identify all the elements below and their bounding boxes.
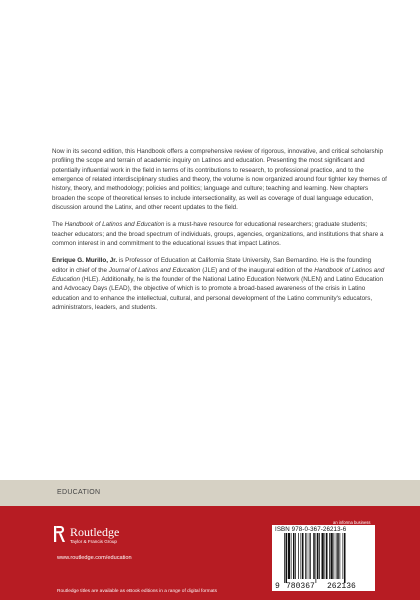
barcode-bar bbox=[295, 533, 296, 579]
blurb-paragraph-description: Now in its second edition, this Handbook offers a comprehensive review of rigorous, innovative, and critical scholarship profiling the scope and terrain of academic inquiry on Latinos and education. Presenting the most significant and potentially influential work in the field in terms of its contributions to research, to professional practice, and to the emergence of related interdisciplinary studies and theory, the volume is now organized around four tighter key themes of history, theory, and methodology; policies and politics; language and culture; teaching and learning. New chapters broaden the scope of theoretical lenses to include intersectionality, as well as coverage of dual language education, discussion around the Latinx, and other recent updates to the field. bbox=[52, 148, 387, 212]
ebook-note: Routledge titles are available as eBook editions in a range of digital formats bbox=[57, 589, 217, 594]
author-bio: Enrique G. Murillo, Jr. is Professor of Education at California State University, San Bernardino. He is the founding editor in chief of the Journal of Latinos and Education (JLE) and of the inaugural edition of the Handbook of Latinos and Education (HLE). Additionally, he is the founder of the National Latino Education Network (NLEN) and Latino Education and Advocacy Days (LEAD), the objective of which is to promote a broad-based awareness of the crisis in Latino education and to enhance the intellectual, cultural, and personal development of the Latino community's educators, administrators, leaders, and students. bbox=[52, 257, 385, 312]
barcode-bar bbox=[322, 533, 324, 579]
barcode-bar bbox=[317, 533, 319, 579]
barcode-bar bbox=[301, 533, 302, 579]
barcode-bar bbox=[316, 533, 317, 583]
barcode-bar bbox=[298, 533, 299, 579]
barcode-digits-left: 780367 bbox=[286, 582, 315, 591]
barcode-bar bbox=[334, 533, 335, 579]
barcode-bar bbox=[313, 533, 315, 579]
routledge-r-icon bbox=[54, 526, 65, 542]
barcode-bar bbox=[302, 533, 304, 579]
routledge-logo bbox=[54, 526, 119, 545]
journal-title: Journal of Latinos and Education bbox=[108, 266, 201, 274]
barcode-bar bbox=[291, 533, 292, 579]
barcode-bar bbox=[286, 533, 288, 583]
informa-brand: an informa business bbox=[333, 520, 371, 525]
barcode-bar bbox=[331, 533, 333, 579]
logo-text bbox=[70, 526, 119, 545]
book-title: Handbook of Latinos and Education bbox=[64, 221, 165, 229]
barcode-bar bbox=[325, 533, 326, 579]
barcode-bar bbox=[319, 533, 320, 579]
barcode-bar bbox=[343, 533, 344, 579]
barcode-bar bbox=[284, 533, 285, 583]
barcode-bar bbox=[326, 533, 328, 579]
barcode-bar bbox=[305, 533, 306, 579]
barcode-bar bbox=[337, 533, 339, 579]
barcode-bar bbox=[309, 533, 310, 579]
publisher-name: Routledge bbox=[70, 525, 120, 539]
publisher-tagline: Taylor & Francis Group bbox=[70, 539, 117, 544]
barcode-digits-right: 262136 bbox=[327, 582, 356, 591]
isbn-barcode-panel bbox=[272, 525, 375, 591]
barcode-bar bbox=[310, 533, 311, 579]
publisher-footer bbox=[0, 506, 420, 600]
barcode-bar bbox=[288, 533, 290, 579]
barcode-bar bbox=[329, 533, 330, 579]
barcode-bar bbox=[307, 533, 308, 579]
blurb-paragraph-audience: The Handbook of Latinos and Education is a must-have resource for educational researchers; graduate students; teacher educators; and the broad spectrum of individuals, groups, agencies, organizations, and institutions that share a common interest in and commitment to the educational issues that impact Latinos. bbox=[52, 221, 384, 248]
author-name: Enrique G. Murillo, Jr. bbox=[52, 257, 118, 265]
barcode-bar bbox=[344, 533, 346, 583]
publisher-url[interactable]: www.routledge.com/education bbox=[57, 555, 132, 561]
barcode-bar bbox=[340, 533, 341, 579]
barcode-lead-digit: 9 bbox=[275, 582, 280, 591]
barcode-bar bbox=[293, 533, 295, 579]
isbn-barcode bbox=[272, 532, 375, 591]
handbook-title: Handbook of Latinos and Education bbox=[52, 266, 385, 284]
blurb bbox=[52, 147, 388, 321]
barcode-bar bbox=[336, 533, 337, 579]
isbn-label: ISBN 978-0-367-26213-6 bbox=[275, 526, 347, 533]
subject-label: EDUCATION bbox=[57, 489, 101, 496]
subject-band bbox=[0, 480, 420, 506]
